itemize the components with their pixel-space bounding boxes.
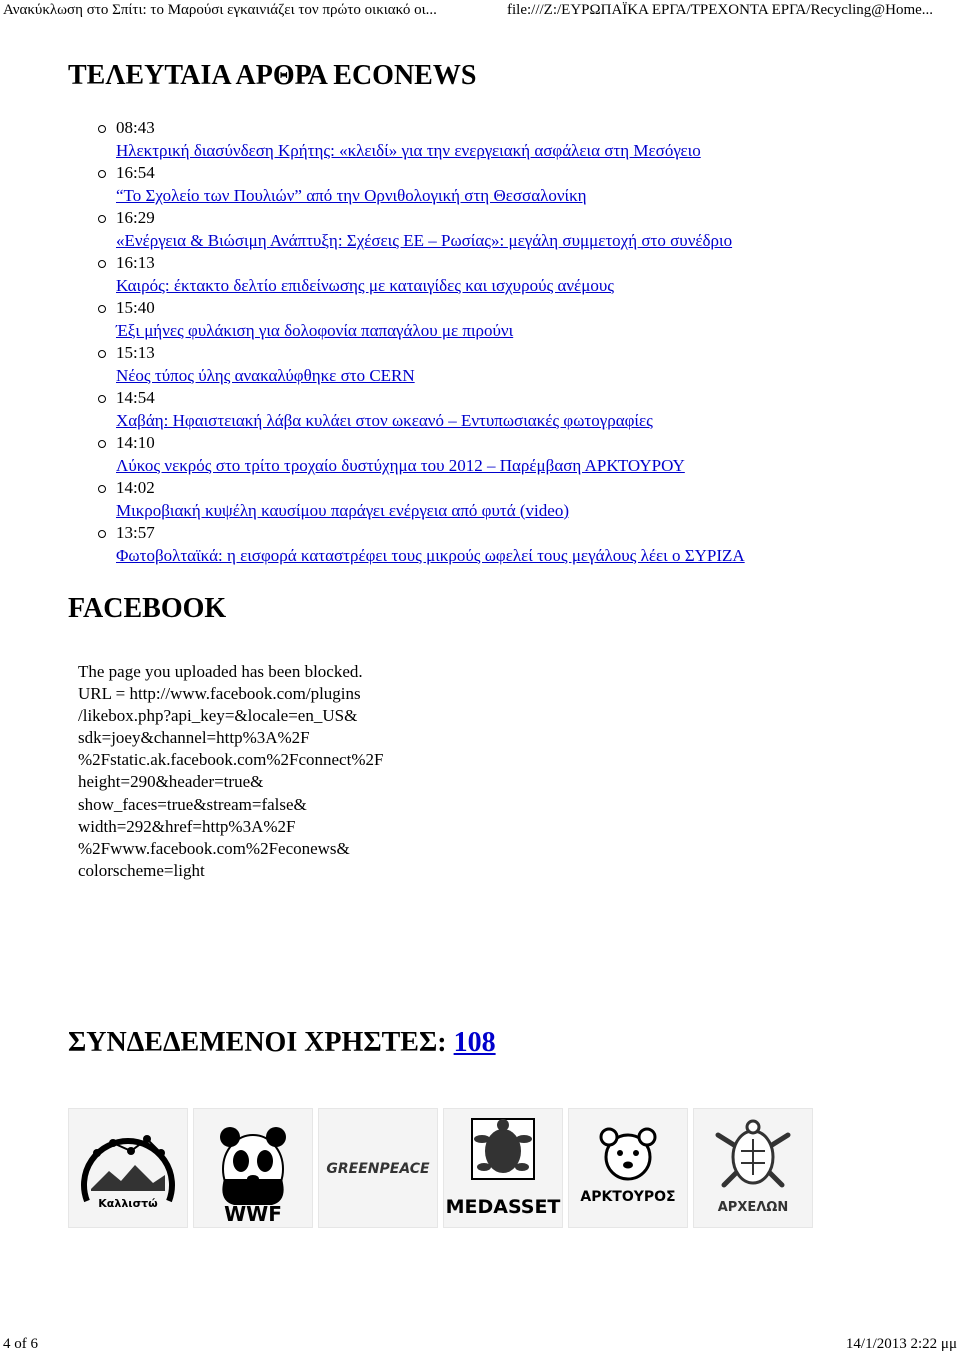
article-time: 16:13 [116, 253, 155, 272]
medasset-turtle-icon [444, 1109, 562, 1227]
article-time-item [116, 477, 745, 500]
article-link[interactable]: Ηλεκτρική διασύνδεση Κρήτης: «κλειδί» για την ενεργειακή ασφάλεια στη Μεσόγειο [116, 140, 701, 160]
archelon-turtle-icon [694, 1109, 812, 1227]
article-link-item [116, 410, 745, 433]
logo-greenpeace[interactable] [318, 1108, 438, 1228]
article-time: 14:10 [116, 433, 155, 452]
article-link[interactable]: Έξι μήνες φυλάκιση για δολοφονία παπαγάλου με πιρούνι [116, 320, 514, 340]
logo-kallisto[interactable] [68, 1108, 188, 1228]
article-time-item [116, 117, 745, 140]
bullet-icon [98, 485, 106, 493]
article-time: 15:13 [116, 343, 155, 362]
article-link-item [116, 320, 745, 343]
blocked-message-line: /likebox.php?api_key=&locale=en_US& [78, 706, 358, 726]
article-link-item [116, 545, 745, 568]
wwf-panda-icon [194, 1109, 312, 1227]
article-time: 08:43 [116, 118, 155, 137]
partner-logos [68, 1108, 813, 1228]
blocked-message-line: show_faces=true&stream=false& [78, 794, 307, 814]
logo-arcturos[interactable] [568, 1108, 688, 1228]
article-time-item [116, 387, 745, 410]
online-users-label: ΣΥΝΔΕΔΕΜΕΝΟΙ ΧΡΗΣΤΕΣ: [68, 1027, 447, 1058]
online-users-heading [68, 1027, 496, 1059]
article-link[interactable]: Νέος τύπος ύλης ανακαλύφθηκε στο CERN [116, 365, 415, 385]
page-title: Ανακύκλωση στο Σπίτι: το Μαρούσι εγκαινιάζει τον πρώτο οικιακό οι... [3, 2, 437, 18]
greenpeace-logo-icon [319, 1109, 437, 1227]
article-link-item [116, 185, 745, 208]
blocked-message-line: colorscheme=light [78, 860, 205, 880]
blocked-message-line: %2Fwww.facebook.com%2Feconews& [78, 838, 350, 858]
page-url: file:///Z:/ΕΥΡΩΠΑΪΚΑ ΕΡΓΑ/ΤΡΕΧΟΝΤΑ ΕΡΓΑ/Recycling@Home... [507, 2, 934, 18]
article-time-item [116, 522, 745, 545]
article-link[interactable]: Φωτοβολταϊκά: η εισφορά καταστρέφει τους μικρούς ωφελεί τους μεγάλους λέει ο ΣΥΡΙΖΑ [116, 545, 745, 565]
article-time-item [116, 297, 745, 320]
logo-archelon[interactable] [693, 1108, 813, 1228]
print-datetime: 14/1/2013 2:22 μμ [845, 1336, 957, 1352]
medasset-logo-text: MEDASSET [445, 1196, 561, 1218]
article-time-item [116, 162, 745, 185]
bullet-icon [98, 305, 106, 313]
article-link-item [116, 275, 745, 298]
facebook-blocked-message [78, 661, 423, 882]
bullet-icon [98, 215, 106, 223]
bullet-icon [98, 440, 106, 448]
article-link-item [116, 500, 745, 523]
archelon-logo-text: ΑΡΧΕΛΩΝ [717, 1200, 789, 1215]
articles-heading: ΤΕΛΕΥΤΑΙΑ ΑΡΘΡΑ ECONEWS [68, 60, 477, 91]
article-link-item [116, 365, 745, 388]
bullet-icon [98, 170, 106, 178]
bullet-icon [98, 350, 106, 358]
blocked-message-line: URL = http://www.facebook.com/plugins [78, 684, 361, 704]
article-link[interactable]: Λύκος νεκρός στο τρίτο τροχαίο δυστύχημα του 2012 – Παρέμβαση ΑΡΚΤΟΥΡΟΥ [116, 455, 685, 475]
article-link[interactable]: Καιρός: έκτακτο δελτίο επιδείνωσης με καταιγίδες και ισχυρούς ανέμους [116, 275, 614, 295]
article-link[interactable]: “Το Σχολείο των Πουλιών” από την Ορνιθολογική στη Θεσσαλονίκη [116, 185, 587, 205]
article-link-item [116, 230, 745, 253]
arcturos-logo-text: ΑΡΚΤΟΥΡΟΣ [580, 1189, 676, 1205]
article-time-item [116, 432, 745, 455]
blocked-message-line: The page you uploaded has been blocked. [78, 662, 363, 681]
blocked-message-line: sdk=joey&channel=http%3A%2F [78, 728, 310, 748]
facebook-heading: FACEBOOK [68, 593, 227, 624]
article-time: 13:57 [116, 523, 155, 542]
article-time: 15:40 [116, 298, 155, 317]
article-link-item [116, 140, 745, 163]
blocked-message-line: %2Fstatic.ak.facebook.com%2Fconnect%2F [78, 750, 384, 770]
article-link[interactable]: Μικροβιακή κυψέλη καυσίμου παράγει ενέργεια από φυτά (video) [116, 500, 569, 520]
print-header [0, 0, 960, 24]
kallisto-logo-icon [69, 1109, 187, 1227]
article-time-item [116, 252, 745, 275]
article-time: 14:54 [116, 388, 155, 407]
greenpeace-logo-text: GREENPEACE [326, 1161, 430, 1177]
arcturos-bear-icon [569, 1109, 687, 1227]
article-time-item [116, 207, 745, 230]
blocked-message-line: height=290&header=true& [78, 772, 264, 792]
wwf-logo-text: WWF [224, 1202, 282, 1226]
page-number: 4 of 6 [3, 1336, 38, 1352]
article-time: 14:02 [116, 478, 155, 497]
bullet-icon [98, 125, 106, 133]
bullet-icon [98, 260, 106, 268]
logo-wwf[interactable] [193, 1108, 313, 1228]
logo-medasset[interactable] [443, 1108, 563, 1228]
online-users-count-link[interactable]: 108 [453, 1027, 496, 1058]
article-time-item [116, 342, 745, 365]
article-link[interactable]: Χαβάη: Ηφαιστειακή λάβα κυλάει στον ωκεανό – Εντυπωσιακές φωτογραφίες [116, 410, 653, 430]
bullet-icon [98, 395, 106, 403]
blocked-message-line: width=292&href=http%3A%2F [78, 816, 296, 836]
article-time: 16:54 [116, 163, 155, 182]
kallisto-logo-text: Καλλιστώ [98, 1197, 158, 1210]
article-time: 16:29 [116, 208, 155, 227]
article-link[interactable]: «Ενέργεια & Βιώσιμη Ανάπτυξη: Σχέσεις ΕΕ – Ρωσίας»: μεγάλη συμμετοχή στο συνέδριο [116, 230, 733, 250]
articles-list [116, 117, 745, 567]
article-link-item [116, 455, 745, 478]
bullet-icon [98, 530, 106, 538]
